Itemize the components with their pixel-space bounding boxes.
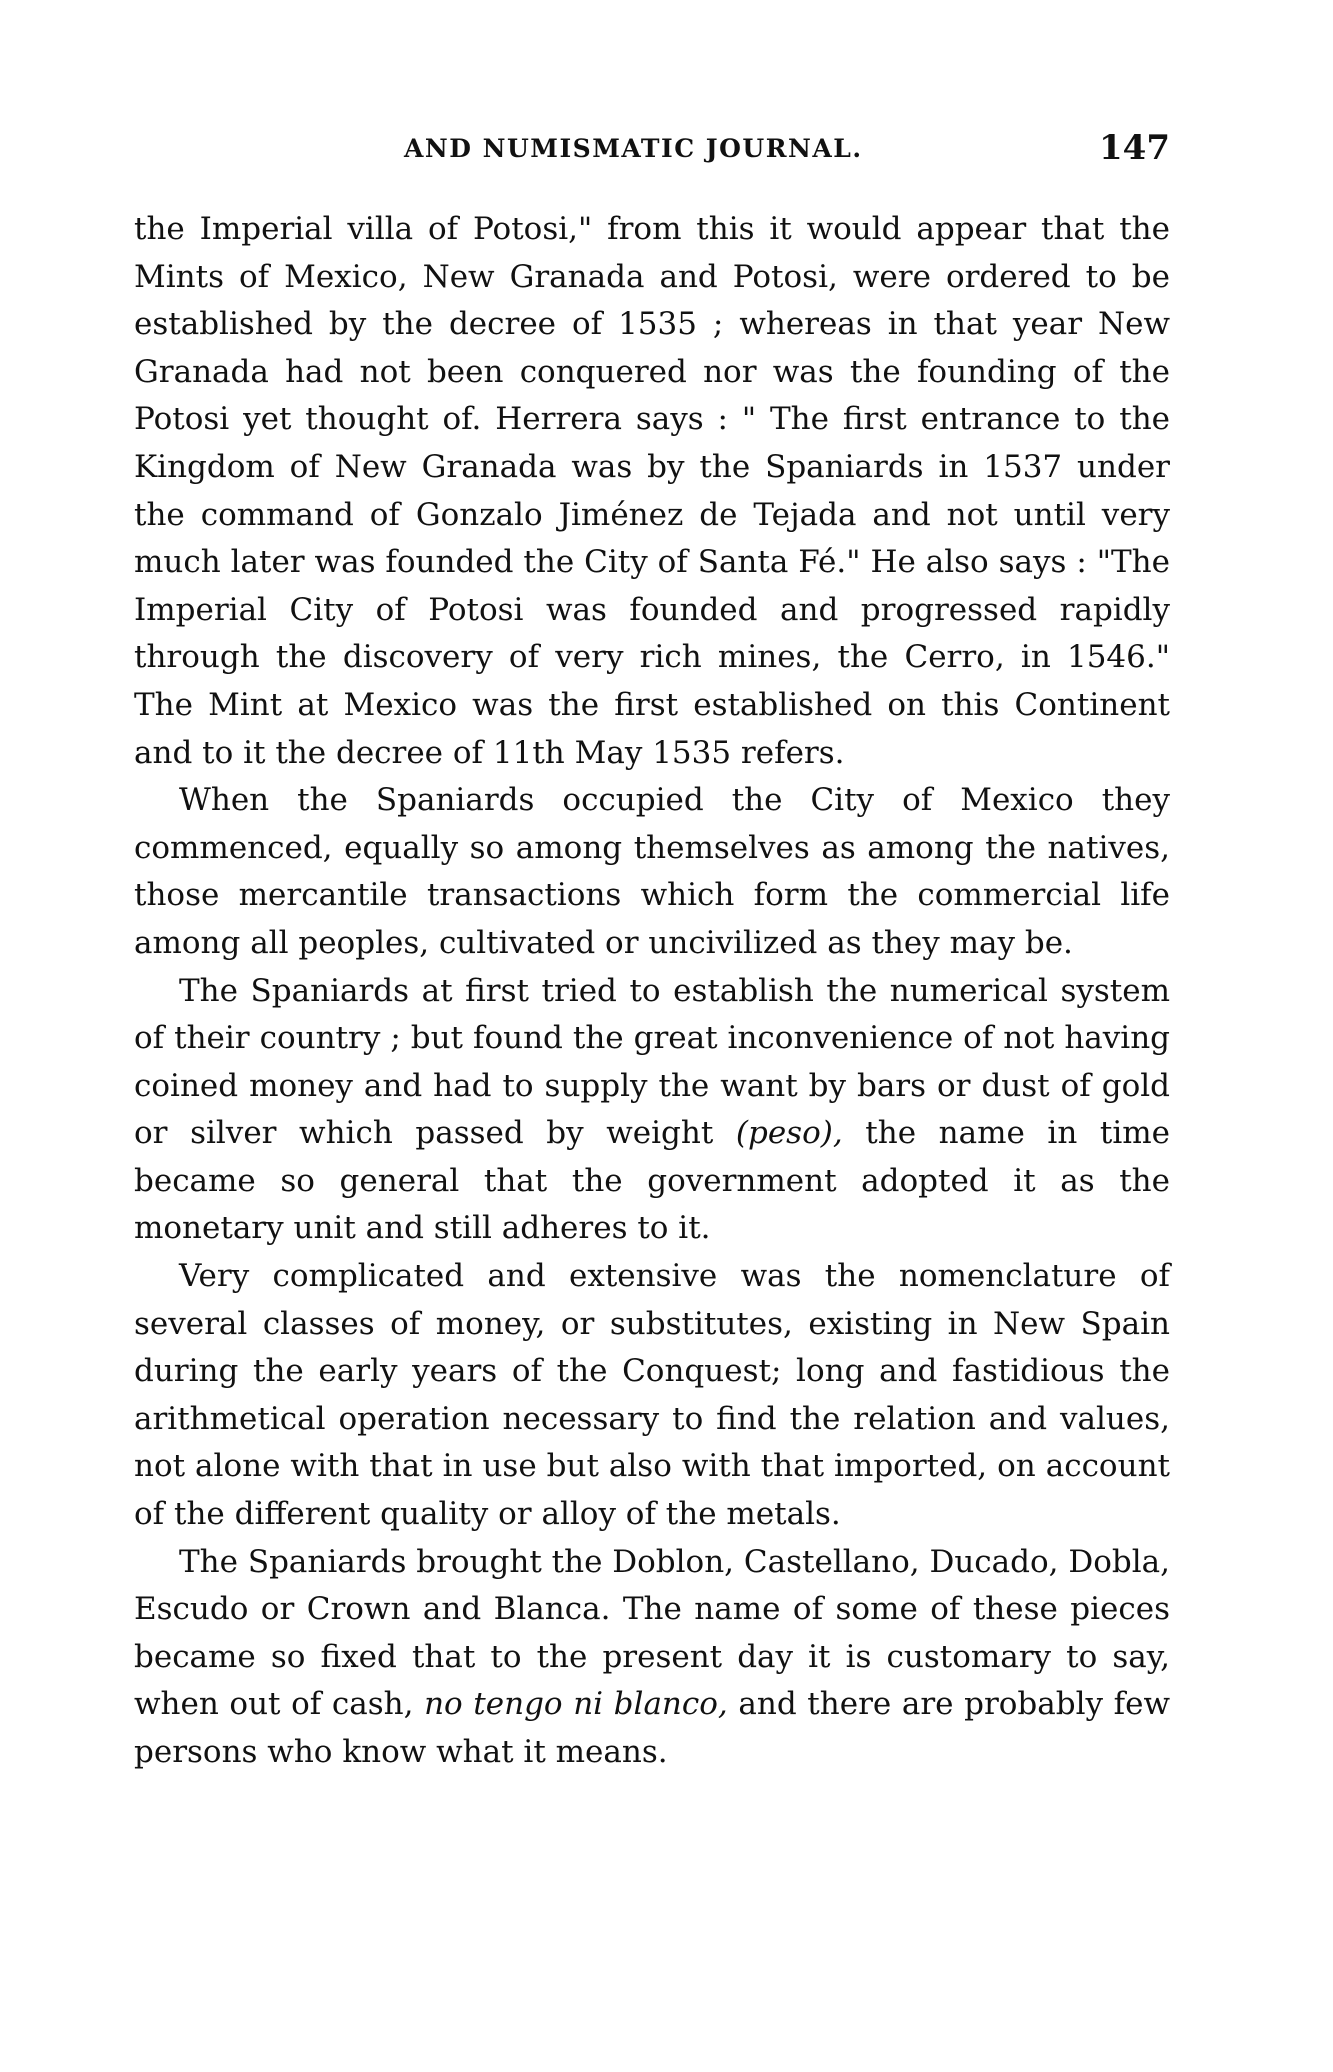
book-page bbox=[134, 128, 1170, 1777]
running-header bbox=[134, 128, 1170, 184]
paragraph-3 bbox=[134, 968, 1170, 1254]
paragraph-2: When the Spaniards occupied the City of Mexico they commenced, equally so among themselves as among the natives, those mercantile transactions which form the commercial life among all peoples, cultivated or uncivilized as they may be. bbox=[134, 782, 1170, 961]
paragraph-1: the Imperial villa of Potosi," from this it would appear that the Mints of Mexico, New Granada and Potosi, were ordered to be established by the decree of 1535 ; whereas in that year New Granada had not been conquered nor was the founding of the Potosi yet thought of. Herrera says : " The first entrance to the Kingdom of New Granada was by the Spaniards in 1537 under the command of Gonzalo Jiménez de Tejada and not until very much later was founded the City of Santa Fé." He also says : "The Imperial City of Potosi was founded and progressed rapidly through the discovery of very rich mines, the Cerro, in 1546." The Mint at Mexico was the first established on this Continent and to it the decree of 11th May 1535 refers. bbox=[134, 211, 1170, 771]
paragraph-5-italic-phrase: no tengo ni blanco, bbox=[424, 1686, 728, 1723]
running-title: AND NUMISMATIC JOURNAL. bbox=[404, 134, 863, 163]
paragraph-4: Very complicated and extensive was the nomenclature of several classes of money, or substitutes, existing in New Spain during the early years of the Conquest; long and fastidious the arithmetical operation necessary to find the relation and values, not alone with that in use but also with that imported, on account of the different quality or alloy of the metals. bbox=[134, 1258, 1170, 1533]
paragraph-5-text-before: The Spaniards brought the Doblon, Castellano, Ducado, Dobla, Escudo or Crown and Blanca. The name of some of these pieces became so fixed that to the present day it is customary to say, when out of cash, bbox=[134, 1543, 1170, 1723]
body-text bbox=[134, 206, 1170, 1777]
paragraph-5 bbox=[134, 1539, 1170, 1777]
page-number: 147 bbox=[1099, 128, 1170, 168]
paragraph-3-text-after: the name in time became so general that the government adopted it as the monetary unit and still adheres to it. bbox=[134, 1115, 1170, 1247]
paragraph-3-italic-peso: (peso), bbox=[735, 1115, 843, 1152]
paragraph-5-text-after: and there are probably few persons who know what it means. bbox=[134, 1686, 1170, 1770]
paragraph-3-text-before: The Spaniards at first tried to establish the numerical system of their country ; but found the great inconvenience of not having coined money and had to supply the want by bars or dust of gold or silver which passed by weight bbox=[134, 972, 1170, 1152]
